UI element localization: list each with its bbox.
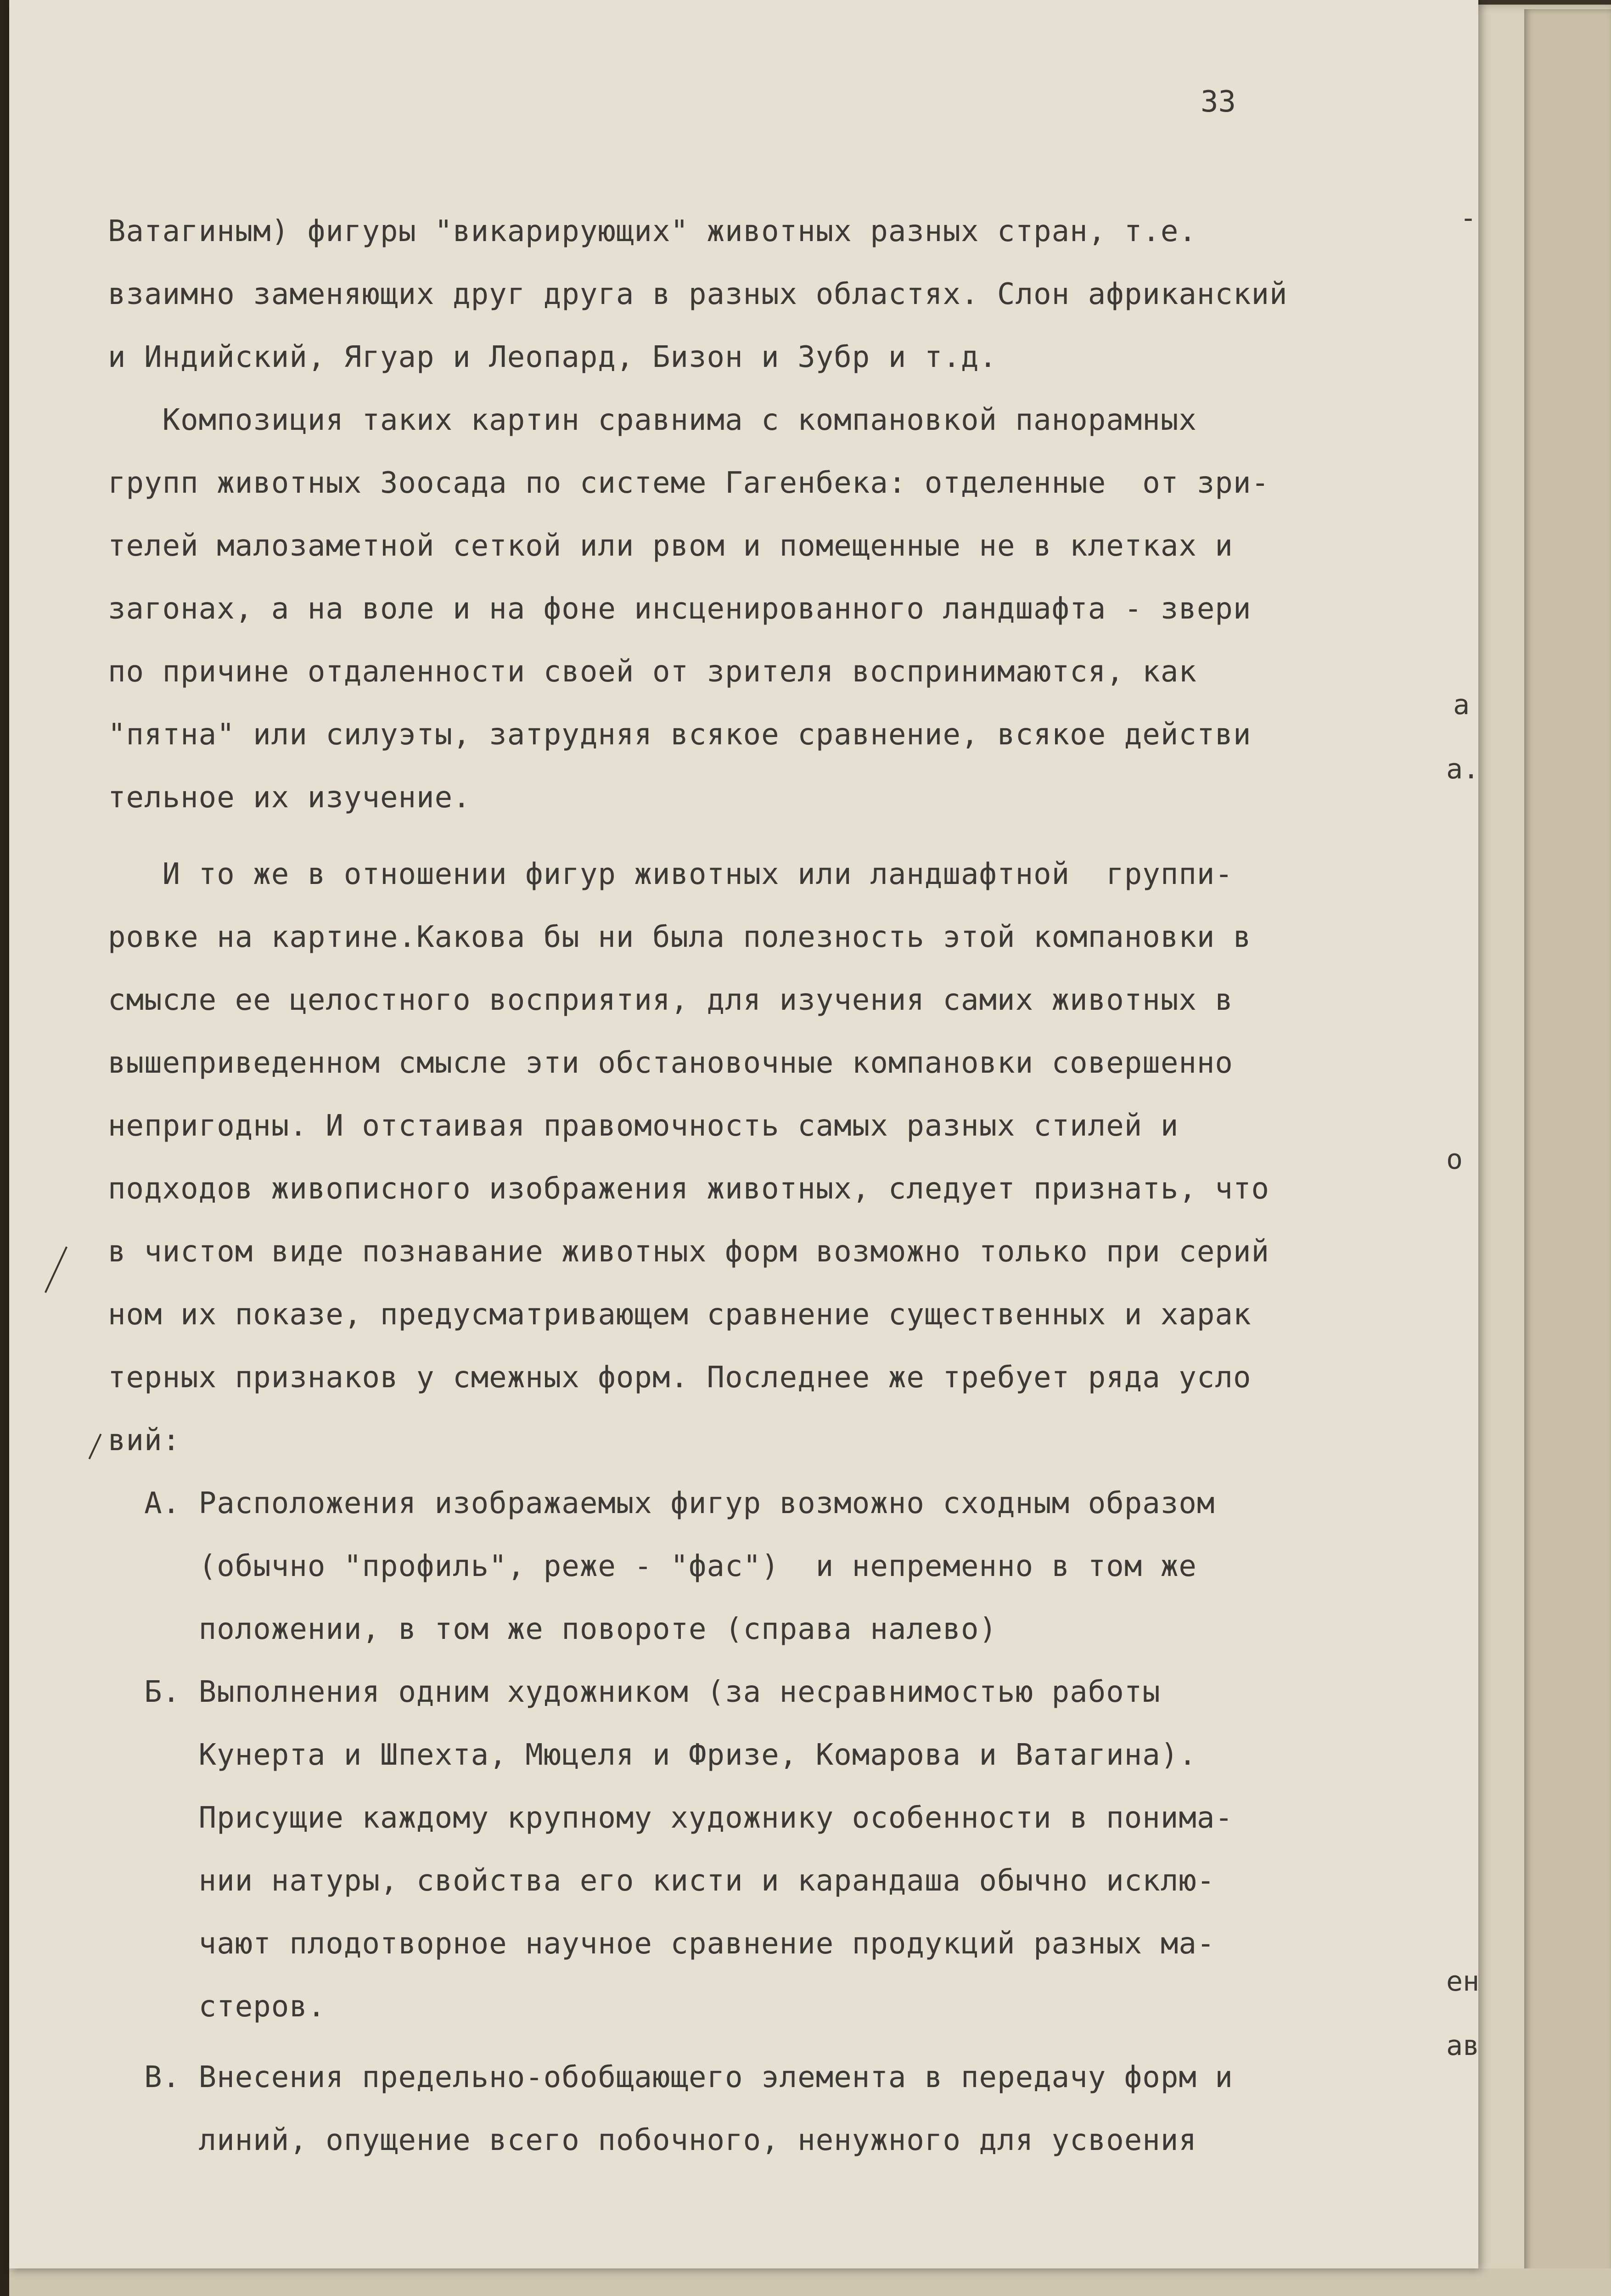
typed-line: групп животных Зоосада по системе Гагенбека: отделенные от зри- xyxy=(108,466,1269,500)
margin-mark: - xyxy=(1460,202,1477,234)
typed-line: по причине отдаленности своей от зрителя воспринимаются, как xyxy=(108,655,1197,689)
underlying-page-bottom xyxy=(9,2268,1611,2296)
typed-line: смысле ее целостного восприятия, для изучения самих животных в xyxy=(108,983,1233,1017)
typed-line: подходов живописного изображения животных, следует признать, что xyxy=(108,1172,1269,1206)
typed-line: Композиция таких картин сравнима с компановкой панорамных xyxy=(108,403,1197,437)
typed-line: тельное их изучение. xyxy=(108,781,471,815)
margin-mark: а xyxy=(1453,689,1470,721)
page-number: 33 xyxy=(1201,85,1236,119)
typed-line: Кунерта и Шпехта, Мюцеля и Фризе, Комарова и Ватагина). xyxy=(108,1738,1197,1772)
pencil-mark xyxy=(89,1434,102,1459)
typed-line: В. Внесения предельно-обобщающего элемента в передачу форм и xyxy=(108,2060,1233,2094)
pencil-mark xyxy=(45,1246,67,1293)
typed-line: вий: xyxy=(108,1424,181,1458)
typed-line: телей малозаметной сеткой или рвом и помещенные не в клетках и xyxy=(108,529,1233,563)
typed-line: А. Расположения изображаемых фигур возможно сходным образом xyxy=(108,1486,1215,1520)
typed-line: ровке на картине.Какова бы ни была полезность этой компановки в xyxy=(108,920,1252,954)
typed-line: линий, опущение всего побочного, ненужного для усвоения xyxy=(108,2123,1197,2157)
typewritten-page xyxy=(9,0,1478,2268)
typed-line: стеров. xyxy=(108,1990,326,2024)
typed-line: (обычно "профиль", реже - "фас") и непременно в том же xyxy=(108,1549,1197,1583)
typed-line: Присущие каждому крупному художнику особенности в понима- xyxy=(108,1801,1233,1835)
typed-line: Ватагиным) фигуры "викарирующих" животных разных стран, т.е. xyxy=(108,214,1197,248)
typed-line: в чистом виде познавание животных форм возможно только при серий xyxy=(108,1235,1269,1269)
typed-line: чают плодотворное научное сравнение продукций разных ма- xyxy=(108,1927,1215,1961)
typed-line: Б. Выполнения одним художником (за несравнимостью работы xyxy=(108,1675,1161,1709)
margin-mark: а. xyxy=(1446,753,1480,785)
typed-line: ном их показе, предусматривающем сравнение существенных и харак xyxy=(108,1298,1252,1332)
typed-line: "пятна" или силуэты, затрудняя всякое сравнение, всякое действи xyxy=(108,718,1252,752)
typed-line: загонах, а на воле и на фоне инсценированного ландшафта - звери xyxy=(108,592,1252,626)
typed-line: и Индийский, Ягуар и Леопард, Бизон и Зубр и т.д. xyxy=(108,340,998,374)
margin-mark: о xyxy=(1446,1143,1463,1176)
typed-line: И то же в отношении фигур животных или ландшафтной группи- xyxy=(108,857,1233,891)
typed-line: вышеприведенном смысле эти обстановочные компановки совершенно xyxy=(108,1046,1233,1080)
typed-line: непригодны. И отстаивая правомочность самых разных стилей и xyxy=(108,1109,1179,1143)
typed-line: взаимно заменяющих друг друга в разных областях. Слон африканский xyxy=(108,277,1288,311)
typed-line: нии натуры, свойства его кисти и карандаша обычно исклю- xyxy=(108,1864,1215,1898)
underlying-page-back xyxy=(1524,9,1611,2296)
margin-mark: ав xyxy=(1446,2030,1480,2062)
typed-line: положении, в том же повороте (справа налево) xyxy=(108,1612,998,1646)
margin-mark: ен xyxy=(1446,1965,1480,1998)
typed-line: терных признаков у смежных форм. Последнее же требует ряда усло xyxy=(108,1361,1252,1395)
